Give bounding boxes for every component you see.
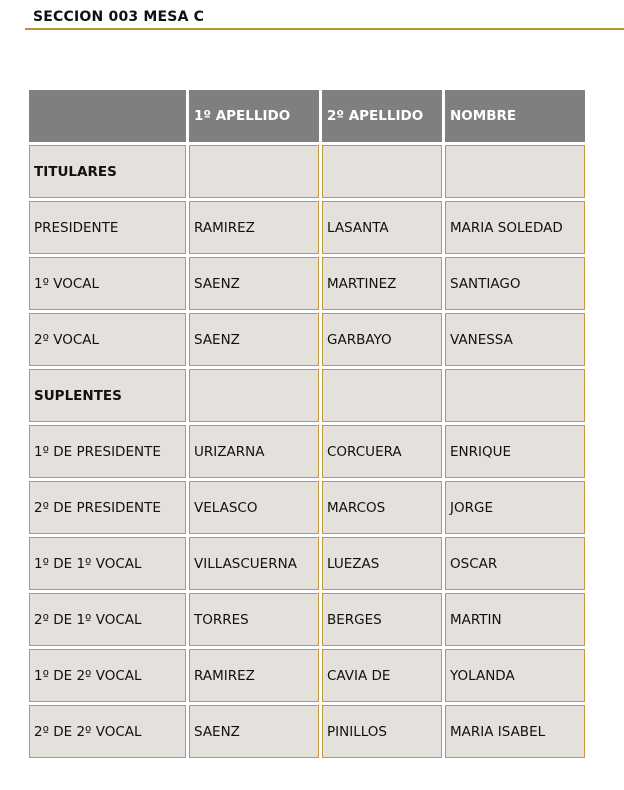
first-surname-cell: SAENZ [189, 313, 319, 366]
second-surname-cell: GARBAYO [322, 313, 442, 366]
first-surname-cell: RAMIREZ [189, 201, 319, 254]
column-header-second-surname: 2º APELLIDO [322, 90, 442, 142]
name-cell: MARIA SOLEDAD [445, 201, 585, 254]
role-cell: 2º DE 2º VOCAL [29, 705, 186, 758]
column-header-first-surname: 1º APELLIDO [189, 90, 319, 142]
first-surname-cell: TORRES [189, 593, 319, 646]
name-cell: SANTIAGO [445, 257, 585, 310]
name-cell: ENRIQUE [445, 425, 585, 478]
name-cell: MARIA ISABEL [445, 705, 585, 758]
first-surname-cell: URIZARNA [189, 425, 319, 478]
table-cell [189, 145, 319, 198]
table-cell [322, 145, 442, 198]
name-cell: VANESSA [445, 313, 585, 366]
header-row [29, 90, 585, 142]
name-cell: JORGE [445, 481, 585, 534]
second-surname-cell: BERGES [322, 593, 442, 646]
table-row [29, 537, 585, 590]
second-surname-cell: CORCUERA [322, 425, 442, 478]
table-row [29, 313, 585, 366]
name-cell: OSCAR [445, 537, 585, 590]
mesa-table [26, 87, 588, 761]
first-surname-cell: SAENZ [189, 257, 319, 310]
first-surname-cell: RAMIREZ [189, 649, 319, 702]
second-surname-cell: LASANTA [322, 201, 442, 254]
title-divider [25, 28, 624, 30]
group-label: TITULARES [29, 145, 186, 198]
table-header [29, 90, 585, 142]
column-header-name: NOMBRE [445, 90, 585, 142]
role-cell: 1º VOCAL [29, 257, 186, 310]
table-cell [189, 369, 319, 422]
table-cell [445, 145, 585, 198]
group-row-titulares [29, 145, 585, 198]
first-surname-cell: VILLASCUERNA [189, 537, 319, 590]
table-row [29, 481, 585, 534]
second-surname-cell: CAVIA DE [322, 649, 442, 702]
role-cell: 2º DE PRESIDENTE [29, 481, 186, 534]
role-cell: 1º DE 1º VOCAL [29, 537, 186, 590]
role-cell: PRESIDENTE [29, 201, 186, 254]
table-row [29, 649, 585, 702]
role-cell: 2º DE 1º VOCAL [29, 593, 186, 646]
table-row [29, 425, 585, 478]
group-label: SUPLENTES [29, 369, 186, 422]
table-row [29, 705, 585, 758]
name-cell: MARTIN [445, 593, 585, 646]
role-cell: 1º DE 2º VOCAL [29, 649, 186, 702]
role-cell: 2º VOCAL [29, 313, 186, 366]
first-surname-cell: SAENZ [189, 705, 319, 758]
second-surname-cell: LUEZAS [322, 537, 442, 590]
section-title: SECCION 003 MESA C [33, 9, 205, 25]
table-cell [445, 369, 585, 422]
name-cell: YOLANDA [445, 649, 585, 702]
table-row [29, 257, 585, 310]
second-surname-cell: MARCOS [322, 481, 442, 534]
table-cell [322, 369, 442, 422]
column-header-role [29, 90, 186, 142]
role-cell: 1º DE PRESIDENTE [29, 425, 186, 478]
table-body [29, 145, 585, 758]
first-surname-cell: VELASCO [189, 481, 319, 534]
second-surname-cell: MARTINEZ [322, 257, 442, 310]
group-row-suplentes [29, 369, 585, 422]
second-surname-cell: PINILLOS [322, 705, 442, 758]
table-row [29, 201, 585, 254]
table-row [29, 593, 585, 646]
